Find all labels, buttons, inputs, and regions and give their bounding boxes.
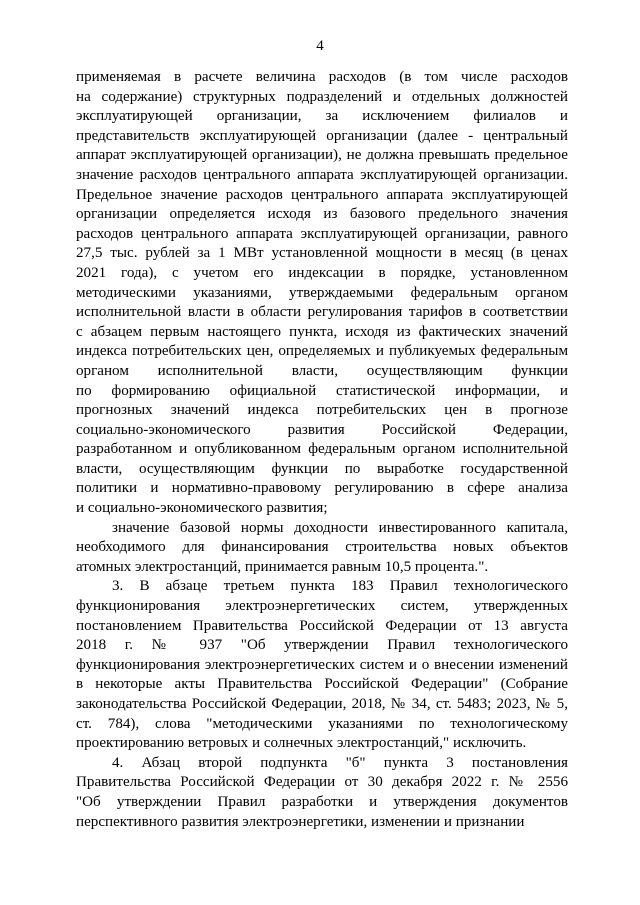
text-line: методическими указаниями, утверждаемыми федеральным органом	[76, 284, 568, 301]
text-line: 4. Абзац второй подпункта "б" пункта 3 постановления	[112, 754, 568, 771]
text-line: социально-экономического развития Российской Федерации,	[76, 421, 568, 438]
text-line: функционирования электроэнергетических систем, утвержденных	[76, 598, 568, 615]
text-line: законодательства Российской Федерации, 2018, № 34, ст. 5483; 2023, № 5,	[76, 696, 568, 712]
text-line: организации определяется исходя из базового предельного значения	[76, 206, 568, 223]
text-line: индекса потребительских цен, определяемых и публикуемых федеральным	[76, 343, 568, 360]
paragraph	[76, 519, 568, 578]
text-line: применяемая в расчете величина расходов (в том числе расходов	[76, 69, 568, 85]
text-line: необходимого для финансирования строительства новых объектов	[76, 539, 568, 556]
text-line: 27,5 тыс. рублей за 1 МВт установленной мощности в месяц (в ценах	[76, 245, 568, 262]
text-line: Правительства Российской Федерации от 30 декабря 2022 г. № 2556	[76, 774, 568, 791]
text-line: по формированию официальной статистической информации, и	[76, 382, 568, 399]
text-line: власти, осуществляющим функции по выработке государственной	[76, 460, 568, 477]
text-line: исполнительной власти в области регулирования тарифов в соответствии	[76, 304, 568, 321]
text-line: значение базовой нормы доходности инвестированного капитала,	[112, 519, 568, 536]
text-line: 3. В абзаце третьем пункта 183 Правил технологического	[112, 578, 568, 595]
text-line: с абзацем первым настоящего пункта, исходя из фактических значений	[76, 323, 568, 340]
text-line: расходов центрального аппарата эксплуатирующей организации, равного	[76, 225, 568, 242]
text-line: аппарат эксплуатирующей организации), не должна превышать предельное	[76, 147, 568, 164]
text-line: органом исполнительной власти, осуществляющим функции	[76, 362, 568, 379]
text-line: значение расходов центрального аппарата эксплуатирующей организации.	[76, 166, 568, 183]
text-line: перспективного развития электроэнергетики, изменении и признании	[76, 813, 525, 830]
text-line: в некоторые акты Правительства Российской Федерации" (Собрание	[76, 676, 568, 693]
text-line: политики и нормативно-правовому регулированию в сфере анализа	[76, 480, 568, 497]
text-line: Предельное значение расходов центрального аппарата эксплуатирующей	[76, 186, 568, 203]
text-line: на содержание) структурных подразделений и отдельных должностей	[76, 88, 568, 105]
document-body	[76, 68, 568, 832]
paragraph	[76, 754, 568, 832]
text-line: прогнозных значений индекса потребительских цен в прогнозе	[76, 402, 568, 419]
text-line: проектированию ветровых и солнечных электростанций," исключить.	[76, 735, 527, 752]
paragraph	[76, 577, 568, 753]
paragraph	[76, 68, 568, 519]
text-line: ст. 784), слова "методическими указаниями по технологическому	[76, 715, 568, 732]
text-line: и социально-экономического развития;	[76, 500, 328, 517]
text-line: представительств эксплуатирующей организации (далее - центральный	[76, 127, 568, 144]
text-line: постановлением Правительства Российской Федерации от 13 августа	[76, 617, 568, 634]
text-line: разработанном и опубликованном федеральным органом исполнительной	[76, 441, 568, 458]
page-number: 4	[316, 38, 324, 54]
text-line: "Об утверждении Правил разработки и утверждения документов	[76, 793, 568, 810]
text-line: функционирования электроэнергетических систем и о внесении изменений	[76, 656, 568, 673]
text-line: 2018 г. № 937 "Об утверждении Правил технологического	[76, 637, 568, 654]
text-line: атомных электростанций, принимается равным 10,5 процента.".	[76, 558, 489, 575]
text-line: эксплуатирующей организации, за исключением филиалов и	[76, 108, 568, 125]
text-line: 2021 года), с учетом его индексации в порядке, установленном	[76, 264, 568, 281]
